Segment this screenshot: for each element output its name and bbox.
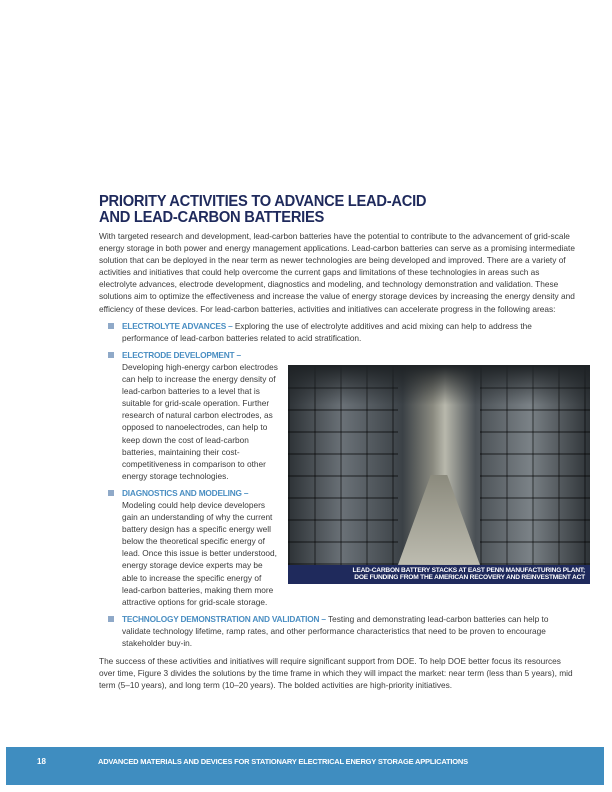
- bullet-title: TECHNOLOGY DEMONSTRATION AND VALIDATION –: [122, 613, 326, 624]
- list-item-demonstration: [122, 613, 579, 649]
- intro-paragraph: With targeted research and development, lead-carbon batteries have the potential to contribute to the advancement of grid-scale energy storage in both power and energy management applications. Lead-carbon batteries can serve as a promising intermediate solution that can be deployed in the near term as newer technologies are being developed and improved. There are a variety of activities and initiatives that could help overcome the current gaps and limitations of these technologies in areas such as electrolyte advances, electrode development, diagnostics and modeling, and technology demonstration and validation. These solutions aim to optimize the effectiveness and increase the value of energy storage devices by increasing the energy density and efficiency of these devices. For lead-carbon batteries, activities and initiatives can accelerate progress in the following areas:: [99, 231, 575, 314]
- bullet-square-icon: [108, 352, 114, 358]
- heading-line-1: PRIORITY ACTIVITIES TO ADVANCE LEAD-ACID: [99, 193, 427, 210]
- bullet-square-icon: [108, 323, 114, 329]
- heading-line-2: AND LEAD-CARBON BATTERIES: [99, 209, 325, 226]
- footer-title: ADVANCED MATERIALS AND DEVICES FOR STATIONARY ELECTRICAL ENERGY STORAGE APPLICATIONS: [98, 757, 468, 766]
- activity-list: [99, 320, 585, 649]
- caption-line-1: LEAD-CARBON BATTERY STACKS AT EAST PENN MANUFACTURING PLANT;: [352, 566, 585, 574]
- bullet-square-icon: [108, 616, 114, 622]
- page-number: 18: [37, 757, 46, 766]
- main-content: [99, 193, 585, 691]
- bullet-text: Modeling could help device developers gain an understanding of why the current battery design has a specific energy well below the theoretical specific energy of lead. Once this issue is better understood, energy storage device experts may be able to increase the specific energy of lead-carbon batteries, making them more attractive options for grid-scale storage.: [122, 499, 277, 607]
- list-item-electrolyte: [122, 320, 579, 344]
- bullet-text: Exploring the use of electrolyte additives and acid mixing can help to address the performance of lead-carbon batteries related to acid stratification.: [122, 320, 532, 343]
- section-heading: [99, 194, 585, 226]
- closing-paragraph: The success of these activities and initiatives will require significant support from DOE. To help DOE better focus its resources over time, Figure 3 divides the solutions by the time frame in which they will impact the market: near term (less than 5 years), mid term (5–10 years), and long term (10–20 years). The bolded activities are high-priority initiatives.: [99, 656, 573, 691]
- bullet-title: DIAGNOSTICS AND MODELING –: [122, 487, 249, 498]
- bullet-title: ELECTROLYTE ADVANCES –: [122, 320, 233, 331]
- bullet-text: Testing and demonstrating lead-carbon batteries can help to validate technology lifetime, ramp rates, and other performance characteristics that need to be proven to encourage stakeholder buy-in.: [122, 613, 549, 648]
- page-footer: [6, 747, 604, 785]
- bullet-square-icon: [108, 490, 114, 496]
- photo-ceiling: [288, 365, 590, 405]
- caption-line-2: DOE FUNDING FROM THE AMERICAN RECOVERY AND REINVESTMENT ACT: [354, 574, 585, 582]
- bullet-title: ELECTRODE DEVELOPMENT –: [122, 349, 241, 360]
- bullet-text: Developing high-energy carbon electrodes can help to increase the energy density of lead-carbon batteries to a level that is suitable for grid-scale operation. Further research of natural carbon electrodes, as opposed to nanoelectrodes, can help to keep down the cost of lead-carbon batteries, maintaining their cost-competitiveness in comparison to other energy storage technologies.: [122, 361, 278, 481]
- list-item-diagnostics: [122, 487, 579, 608]
